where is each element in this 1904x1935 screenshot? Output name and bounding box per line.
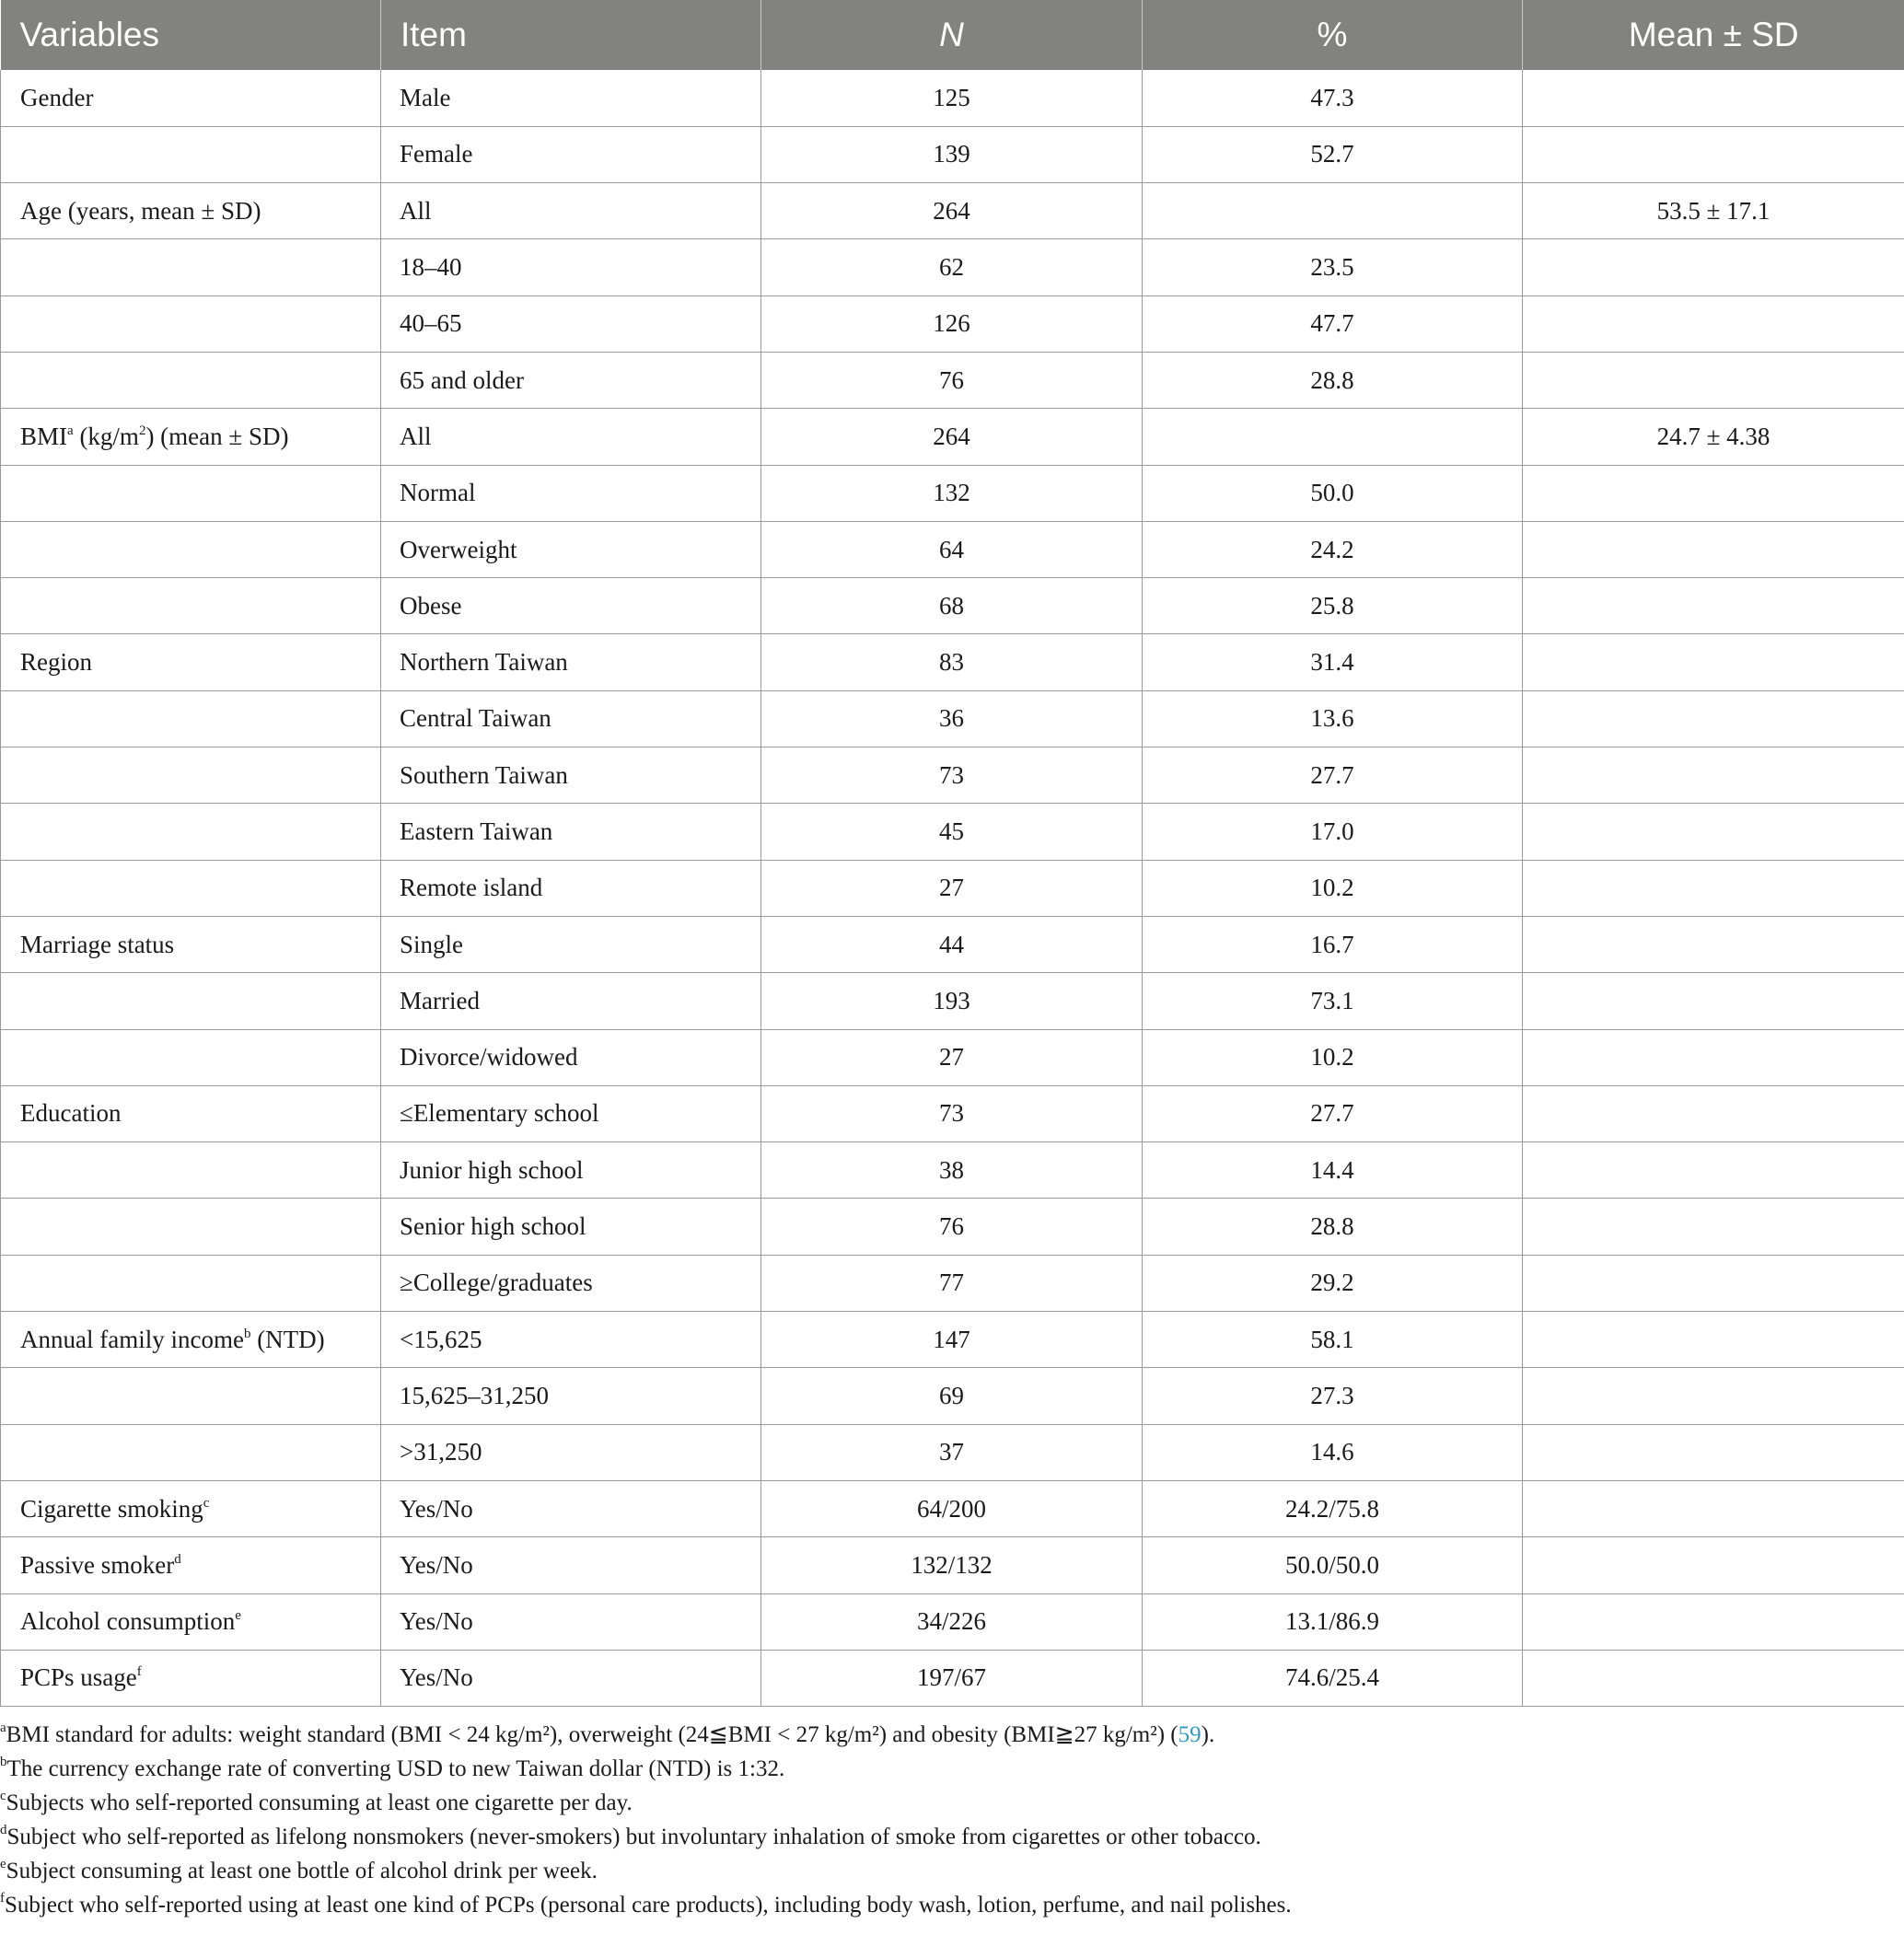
mean-sd-cell [1523,690,1904,747]
mean-sd-cell [1523,804,1904,860]
n-cell: 44 [761,916,1143,972]
percent-cell: 27.3 [1143,1368,1523,1424]
mean-sd-cell [1523,1029,1904,1085]
item-cell: Overweight [381,521,761,577]
footnote [0,1752,1904,1786]
header-item: Item [381,0,761,70]
n-cell: 264 [761,409,1143,465]
table-body [1,70,1904,1707]
table-row [1,521,1904,577]
header-mean-sd: Mean ± SD [1523,0,1904,70]
variable-label: Region [20,648,92,677]
percent-cell: 13.1/86.9 [1143,1593,1523,1650]
variable-cell [1,578,381,634]
variable-cell [1,1480,381,1536]
variable-label-tail: (kg/m [73,422,139,450]
footnote-mark: e [0,1857,6,1871]
percent-cell: 16.7 [1143,916,1523,972]
item-cell: Yes/No [381,1650,761,1706]
n-cell: 77 [761,1255,1143,1311]
table-row [1,1142,1904,1199]
mean-sd-cell [1523,1255,1904,1311]
mean-sd-cell [1523,352,1904,408]
table-header-row [1,0,1904,70]
variable-superscript: f [136,1664,142,1680]
item-cell: Yes/No [381,1537,761,1593]
table-row [1,183,1904,239]
mean-sd-cell [1523,521,1904,577]
table-row [1,1255,1904,1311]
percent-cell: 28.8 [1143,1199,1523,1255]
variable-label-tail: ) (mean ± SD) [145,422,289,450]
percent-cell: 10.2 [1143,860,1523,916]
item-cell: Remote island [381,860,761,916]
variable-cell [1,860,381,916]
percent-cell: 47.3 [1143,70,1523,126]
n-cell: 197/67 [761,1650,1143,1706]
header-variables: Variables [1,0,381,70]
n-cell: 36 [761,690,1143,747]
footnote-text: Subject consuming at least one bottle of alcohol drink per week. [6,1859,598,1883]
variable-superscript: 2 [138,423,146,438]
n-cell: 132 [761,465,1143,521]
mean-sd-cell [1523,1199,1904,1255]
variable-label: BMI [20,422,68,450]
variable-cell [1,747,381,804]
percent-cell: 29.2 [1143,1255,1523,1311]
header-n [761,0,1143,70]
variable-label: Marriage status [20,930,175,958]
item-cell: Married [381,973,761,1029]
footnote [0,1786,1904,1820]
n-cell: 27 [761,1029,1143,1085]
item-cell: Southern Taiwan [381,747,761,804]
n-cell: 76 [761,1199,1143,1255]
table-row [1,239,1904,295]
mean-sd-cell [1523,1424,1904,1480]
item-cell: Yes/No [381,1593,761,1650]
n-cell: 193 [761,973,1143,1029]
percent-cell: 52.7 [1143,126,1523,182]
table-row [1,1368,1904,1424]
percent-cell [1143,183,1523,239]
mean-sd-cell [1523,295,1904,352]
variable-superscript: b [243,1326,251,1341]
n-cell: 69 [761,1368,1143,1424]
variable-cell [1,916,381,972]
variable-label: Passive smoker [20,1550,175,1579]
variable-label-tail: (NTD) [250,1325,325,1353]
item-cell: Female [381,126,761,182]
mean-sd-cell [1523,973,1904,1029]
mean-sd-cell [1523,1593,1904,1650]
variable-cell [1,1312,381,1368]
table-row [1,1537,1904,1593]
table-row [1,352,1904,408]
item-cell: Male [381,70,761,126]
footnote-mark: c [0,1789,6,1803]
percent-cell: 47.7 [1143,295,1523,352]
table-row [1,70,1904,126]
variable-cell [1,70,381,126]
footnote-mark: f [0,1891,5,1906]
percent-cell: 58.1 [1143,1312,1523,1368]
table-row [1,465,1904,521]
item-cell: 40–65 [381,295,761,352]
variable-cell [1,239,381,295]
n-cell: 68 [761,578,1143,634]
table-footnotes [0,1718,1904,1922]
n-cell: 83 [761,634,1143,690]
item-cell: All [381,183,761,239]
variable-cell [1,352,381,408]
footnote-mark: d [0,1823,7,1837]
mean-sd-cell [1523,465,1904,521]
mean-sd-cell [1523,634,1904,690]
table-row [1,690,1904,747]
mean-sd-cell [1523,1480,1904,1536]
item-cell: Obese [381,578,761,634]
variable-superscript: d [174,1551,181,1567]
variable-label: Cigarette smoking [20,1494,203,1523]
variable-label: Alcohol consumption [20,1607,236,1636]
item-cell: ≥College/graduates [381,1255,761,1311]
mean-sd-cell [1523,1142,1904,1199]
variable-cell [1,1085,381,1141]
variable-cell [1,1142,381,1199]
mean-sd-cell [1523,747,1904,804]
percent-cell: 14.6 [1143,1424,1523,1480]
percent-cell: 74.6/25.4 [1143,1650,1523,1706]
variable-cell [1,634,381,690]
footnote-text: Subject who self-reported as lifelong nonsmokers (never-smokers) but involuntary inhalation of smoke from cigarettes or other tobacco. [6,1825,1261,1849]
mean-sd-cell: 24.7 ± 4.38 [1523,409,1904,465]
variable-cell [1,804,381,860]
footnote [0,1854,1904,1888]
table-row [1,1085,1904,1141]
item-cell: Northern Taiwan [381,634,761,690]
variable-cell [1,690,381,747]
footnote-text-tail: ). [1201,1722,1215,1747]
n-cell: 38 [761,1142,1143,1199]
n-cell: 126 [761,295,1143,352]
mean-sd-cell [1523,1312,1904,1368]
footnote-text: BMI standard for adults: weight standard (BMI < 24 kg/m²), overweight (24≦BMI < 27 kg/m²) and obesity (BMI≧27 kg/m²) ( [6,1722,1178,1747]
n-cell: 62 [761,239,1143,295]
variable-cell [1,126,381,182]
item-cell: Normal [381,465,761,521]
mean-sd-cell [1523,1537,1904,1593]
n-cell: 37 [761,1424,1143,1480]
table-row [1,860,1904,916]
n-cell: 73 [761,1085,1143,1141]
variable-cell [1,183,381,239]
mean-sd-cell [1523,1650,1904,1706]
item-cell: Single [381,916,761,972]
n-cell: 147 [761,1312,1143,1368]
percent-cell: 27.7 [1143,747,1523,804]
item-cell: Junior high school [381,1142,761,1199]
variable-superscript: a [67,423,74,438]
percent-cell: 14.4 [1143,1142,1523,1199]
variable-cell [1,1537,381,1593]
n-cell: 139 [761,126,1143,182]
variable-superscript: c [203,1495,210,1511]
percent-cell: 23.5 [1143,239,1523,295]
variable-cell [1,973,381,1029]
table-row [1,973,1904,1029]
table-row [1,1593,1904,1650]
variable-cell [1,409,381,465]
table-row [1,578,1904,634]
percent-cell: 73.1 [1143,973,1523,1029]
n-cell: 264 [761,183,1143,239]
item-cell: 18–40 [381,239,761,295]
variable-label: Annual family income [20,1325,244,1353]
variable-superscript: e [235,1608,241,1624]
item-cell: Central Taiwan [381,690,761,747]
item-cell: 65 and older [381,352,761,408]
variable-cell [1,1650,381,1706]
variable-cell [1,521,381,577]
variable-cell [1,1368,381,1424]
item-cell: Divorce/widowed [381,1029,761,1085]
footnote-mark: b [0,1755,7,1769]
variable-cell [1,1424,381,1480]
mean-sd-cell [1523,70,1904,126]
percent-cell: 50.0/50.0 [1143,1537,1523,1593]
item-cell: Senior high school [381,1199,761,1255]
item-cell: All [381,409,761,465]
percent-cell: 31.4 [1143,634,1523,690]
footnote [0,1820,1904,1854]
footnote [0,1888,1904,1922]
mean-sd-cell [1523,916,1904,972]
percent-cell: 28.8 [1143,352,1523,408]
footnote-text: The currency exchange rate of converting USD to new Taiwan dollar (NTD) is 1:32. [6,1756,785,1781]
variable-cell [1,1029,381,1085]
n-cell: 76 [761,352,1143,408]
variable-cell [1,295,381,352]
variable-cell [1,465,381,521]
percent-cell: 10.2 [1143,1029,1523,1085]
percent-cell: 27.7 [1143,1085,1523,1141]
variable-label: Gender [20,83,94,111]
mean-sd-cell [1523,1368,1904,1424]
n-cell: 45 [761,804,1143,860]
mean-sd-cell [1523,239,1904,295]
table-row [1,126,1904,182]
percent-cell: 13.6 [1143,690,1523,747]
table-row [1,1199,1904,1255]
table-row [1,1424,1904,1480]
n-cell: 132/132 [761,1537,1143,1593]
percent-cell: 24.2 [1143,521,1523,577]
table-row [1,1650,1904,1706]
variable-label: Education [20,1099,122,1128]
n-cell: 34/226 [761,1593,1143,1650]
item-cell: Eastern Taiwan [381,804,761,860]
variable-cell [1,1593,381,1650]
mean-sd-cell [1523,860,1904,916]
footnote [0,1718,1904,1752]
header-n-label: N [939,16,964,53]
table-row [1,1029,1904,1085]
variable-cell [1,1255,381,1311]
table-row [1,1480,1904,1536]
item-cell: Yes/No [381,1480,761,1536]
percent-cell: 24.2/75.8 [1143,1480,1523,1536]
table-row [1,409,1904,465]
variable-cell [1,1199,381,1255]
n-cell: 27 [761,860,1143,916]
table-row [1,804,1904,860]
table-row [1,916,1904,972]
footnote-mark: a [0,1721,6,1735]
reference-link[interactable]: 59 [1178,1722,1202,1747]
item-cell: 15,625–31,250 [381,1368,761,1424]
table-row [1,295,1904,352]
n-cell: 73 [761,747,1143,804]
mean-sd-cell [1523,126,1904,182]
percent-cell: 25.8 [1143,578,1523,634]
mean-sd-cell: 53.5 ± 17.1 [1523,183,1904,239]
header-percent: % [1143,0,1523,70]
item-cell: >31,250 [381,1424,761,1480]
mean-sd-cell [1523,1085,1904,1141]
table-row [1,1312,1904,1368]
variable-label: PCPs usage [20,1663,137,1692]
n-cell: 125 [761,70,1143,126]
footnote-text: Subject who self-reported using at least one kind of PCPs (personal care products), including body wash, lotion, perfume, and nail polishes. [5,1893,1292,1918]
n-cell: 64/200 [761,1480,1143,1536]
table-row [1,634,1904,690]
n-cell: 64 [761,521,1143,577]
mean-sd-cell [1523,578,1904,634]
footnote-text: Subjects who self-reported consuming at least one cigarette per day. [6,1790,633,1815]
percent-cell [1143,409,1523,465]
percent-cell: 50.0 [1143,465,1523,521]
item-cell: <15,625 [381,1312,761,1368]
percent-cell: 17.0 [1143,804,1523,860]
item-cell: ≤Elementary school [381,1085,761,1141]
table-row [1,747,1904,804]
variable-label: Age (years, mean ± SD) [20,196,261,225]
